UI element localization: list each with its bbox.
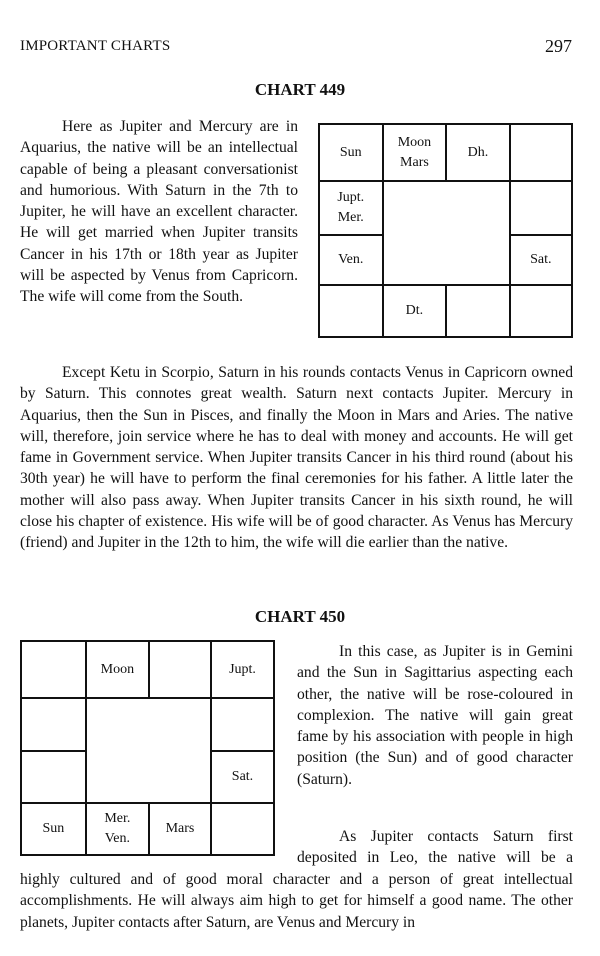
chart-450-house: Mer. Ven. <box>86 803 149 855</box>
chart-449-house <box>510 124 572 181</box>
chart-449-house <box>510 181 572 235</box>
chart-449-house <box>319 285 383 337</box>
chart-449-center <box>383 181 510 285</box>
chart-449-side-text: Here as Jupiter and Mercury are in Aquarius, the native will be an intellectual capable of being a pleasant conversationist and humorious. With Saturn in the 7th to Jupiter, he will have an excellent character. He will get married when Jupiter transits Cancer in his 17th or 18th year as Jupiter will be aspected by Venus from Capricorn. The wife will come from the South. <box>20 118 298 306</box>
chart-450-grid <box>20 640 275 856</box>
chart-449-body-text: Except Ketu in Scorpio, Saturn in his rounds contacts Venus in Capricorn owned by Saturn. This connotes great wealth. Saturn next contacts Jupiter. Mercury in Aquarius, then the Sun in Pisces, and finally the Moon in Mars and Aries. The native will, therefore, join service where he has to deal with money and accounts. He will get fame in Government service. When Jupiter transits Cancer in his third round (about his 30th year) he will have to perform the final ceremonies for his father. A little later the mother will also pass away. When Jupiter transits Cancer in his sixth round, he will close his chapter of existence. His wife will be of good character. As Venus has Mercury (friend) and Jupiter in the 12th to him, the wife will die earlier than the native. <box>20 364 573 552</box>
chart-450-title: CHART 450 <box>254 607 346 626</box>
chart-449-house: Dh. <box>446 124 509 181</box>
chart-449-house: Sat. <box>510 235 572 285</box>
chart-450-side-text-continued: As Jupiter contacts Saturn first deposited in Leo, the native will be a <box>297 828 573 867</box>
chart-450-house: Moon <box>86 641 149 698</box>
chart-450-house: Jupt. <box>211 641 274 698</box>
chart-450-side-text: In this case, as Jupiter is in Gemini and the Sun in Sagittarius aspecting each other, the native will be rose-coloured in complexion. The native will gain great fame by his association with people in high position (the Sun) and of good character (Saturn). <box>297 643 573 788</box>
chart-450-house <box>21 751 86 803</box>
chart-450-house <box>21 641 86 698</box>
chart-449-house: Moon Mars <box>383 124 447 181</box>
chart-450-house <box>211 698 274 751</box>
chart-450-center <box>86 698 211 803</box>
chart-450-house <box>149 641 211 698</box>
chart-450-house: Mars <box>149 803 211 855</box>
chart-449-house: Dt. <box>383 285 447 337</box>
chart-449-house: Ven. <box>319 235 383 285</box>
chart-450-house: Sun <box>21 803 86 855</box>
chart-449-house: Jupt. Mer. <box>319 181 383 235</box>
page-number: 297 <box>545 36 572 56</box>
chart-449-house <box>446 285 509 337</box>
chart-450-body-text: highly cultured and of good moral character and a person of great intellectual accomplishments. He will always aim high to get for himself a good name. The other planets, Jupiter contacts after Saturn, are Venus and Mercury in <box>20 871 573 931</box>
chart-449-grid <box>318 123 573 338</box>
chart-449-house: Sun <box>319 124 383 181</box>
chart-449-house <box>510 285 572 337</box>
chart-450-house: Sat. <box>211 751 274 803</box>
chart-449-title: CHART 449 <box>254 80 346 99</box>
chart-450-house <box>211 803 274 855</box>
running-header: IMPORTANT CHARTS <box>20 38 171 54</box>
chart-450-house <box>21 698 86 751</box>
